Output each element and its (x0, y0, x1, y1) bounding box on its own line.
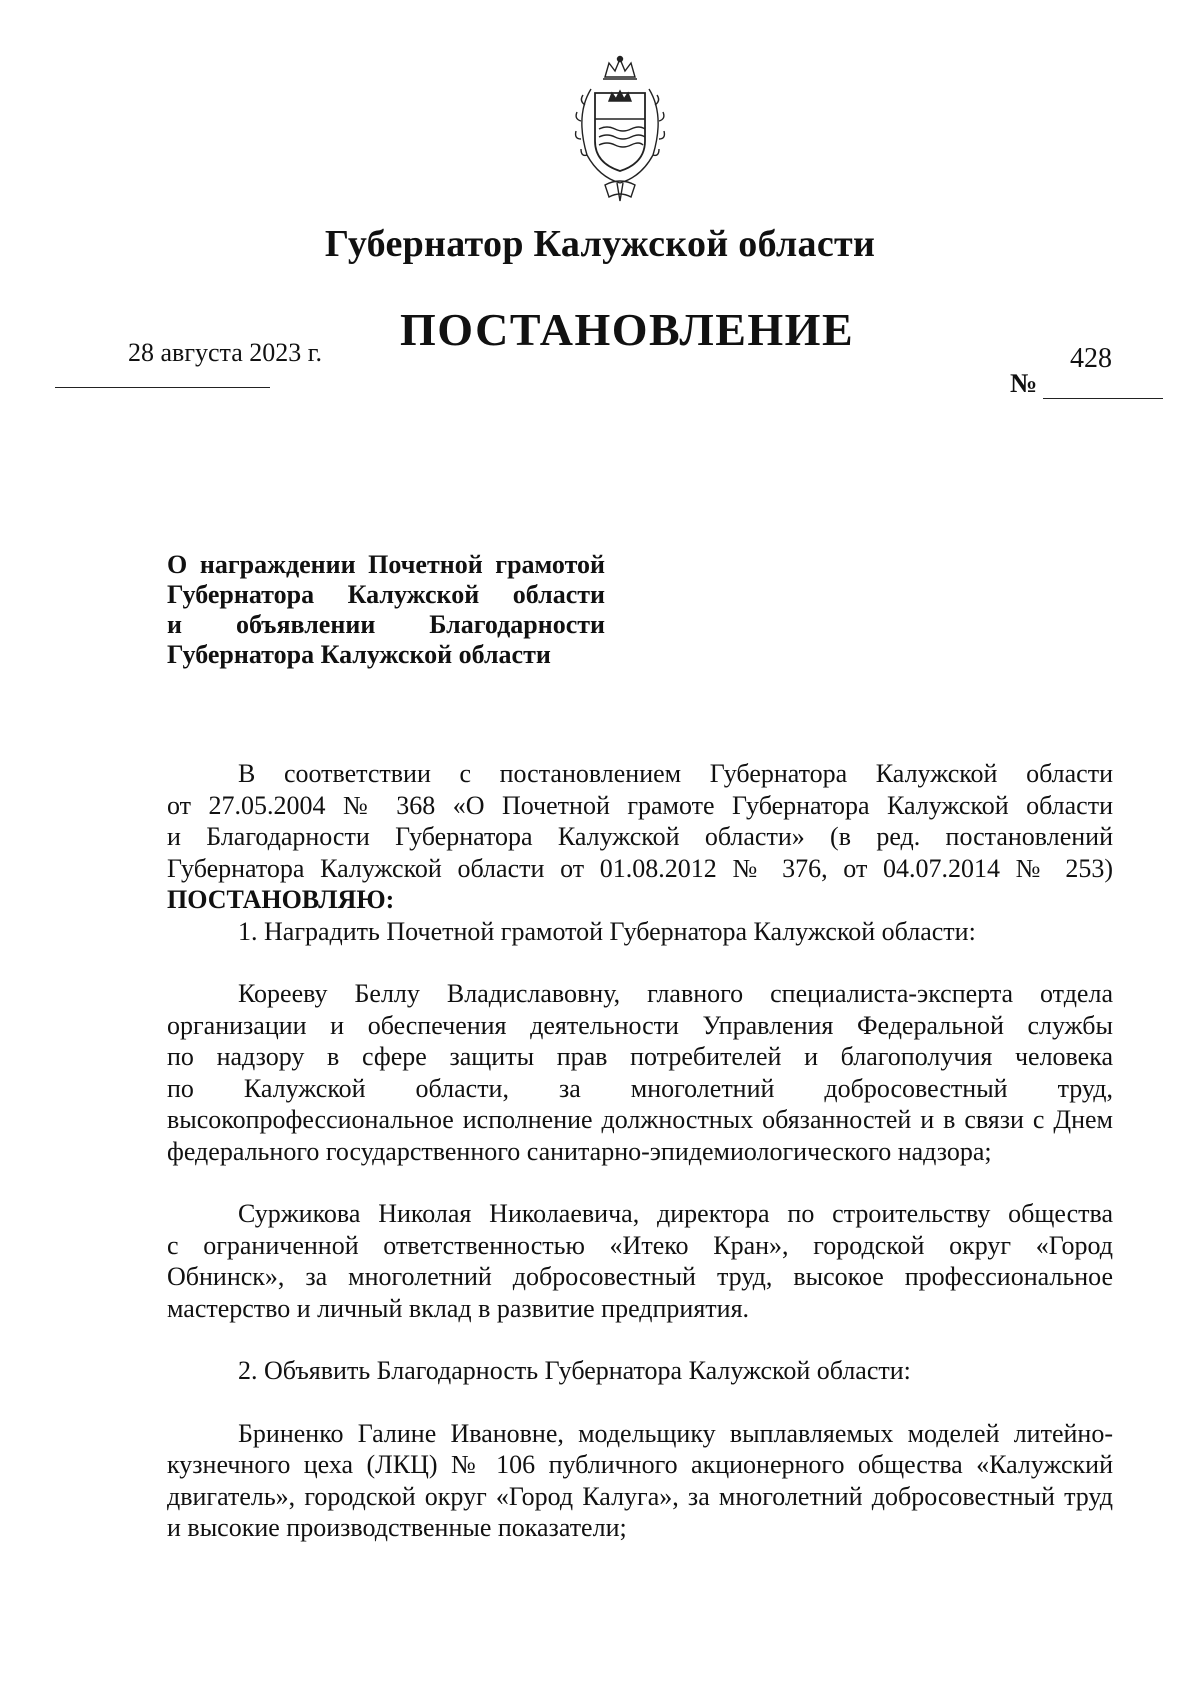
preamble-line: Губернатора Калужской области от 01.08.2012 № 376, от 04.07.2014 № 253) (167, 853, 1113, 883)
preamble-line: и Благодарности Губернатора Калужской области» (в ред. постановлений (167, 822, 1113, 851)
thanks-1-line: кузнечного цеха (ЛКЦ) № 106 публичного акционерного общества «Калужский (167, 1450, 1113, 1479)
subject-line: Губернатора Калужской области (167, 640, 551, 669)
award-2-line: с ограниченной ответственностью «Итеко Кран», городской округ «Город (167, 1230, 1113, 1260)
award-1-line: по надзору в сфере защиты прав потребителей и благополучия человека (167, 1042, 1113, 1071)
thanks-1-line: Бриненко Галине Ивановне, модельщику выплавляемых моделей литейно- (238, 1418, 1113, 1448)
subject-line: Губернатора Калужской области (167, 580, 605, 609)
award-1-line: высокопрофессиональное исполнение должностных обязанностей и в связи с Днем (167, 1105, 1113, 1134)
resolve-keyword: ПОСТАНОВЛЯЮ: (167, 885, 395, 914)
document-body (167, 758, 1113, 1544)
item-1-heading: 1. Наградить Почетной грамотой Губернатора Калужской области: (238, 916, 976, 946)
document-type-title: ПОСТАНОВЛЕНИЕ (400, 304, 855, 355)
number-sign-label: № (1010, 368, 1038, 398)
award-2-line: Обнинск», за многолетний добросовестный труд, высокое профессиональное (167, 1262, 1113, 1291)
preamble-line: от 27.05.2004 № 368 «О Почетной грамоте Губернатора Калужской области (167, 790, 1113, 820)
issuing-authority-title: Губернатор Калужской области (324, 223, 876, 265)
preamble-line: В соответствии с постановлением Губернатора Калужской области (238, 759, 1113, 788)
thanks-1-line: и высокие производственные показатели; (167, 1513, 627, 1542)
award-2-line: Суржикова Николая Николаевича, директора по строительству общества (238, 1199, 1113, 1228)
award-1-line: Корееву Беллу Владиславовну, главного специалиста-эксперта отдела (238, 979, 1113, 1008)
document-subject (167, 550, 605, 670)
award-2-line: мастерство и личный вклад в развитие предприятия. (167, 1293, 750, 1323)
award-1-line: организации и обеспечения деятельности Управления Федеральной службы (167, 1010, 1113, 1040)
document-number: 428 (1070, 343, 1112, 374)
coat-of-arms-emblem (565, 55, 675, 205)
document-date: 28 августа 2023 г. (128, 338, 322, 367)
award-1-line: по Калужской области, за многолетний добросовестный труд, (167, 1073, 1113, 1103)
date-underline (55, 387, 270, 388)
subject-line: и объявлении Благодарности (167, 610, 605, 639)
award-1-line: федерального государственного санитарно-эпидемиологического надзора; (167, 1136, 992, 1166)
subject-line: О награждении Почетной грамотой (167, 550, 605, 579)
item-2-heading: 2. Объявить Благодарность Губернатора Калужской области: (238, 1356, 911, 1385)
number-underline (1043, 398, 1163, 399)
thanks-1-line: двигатель», городской округ «Город Калуга», за многолетний добросовестный труд (167, 1481, 1113, 1511)
